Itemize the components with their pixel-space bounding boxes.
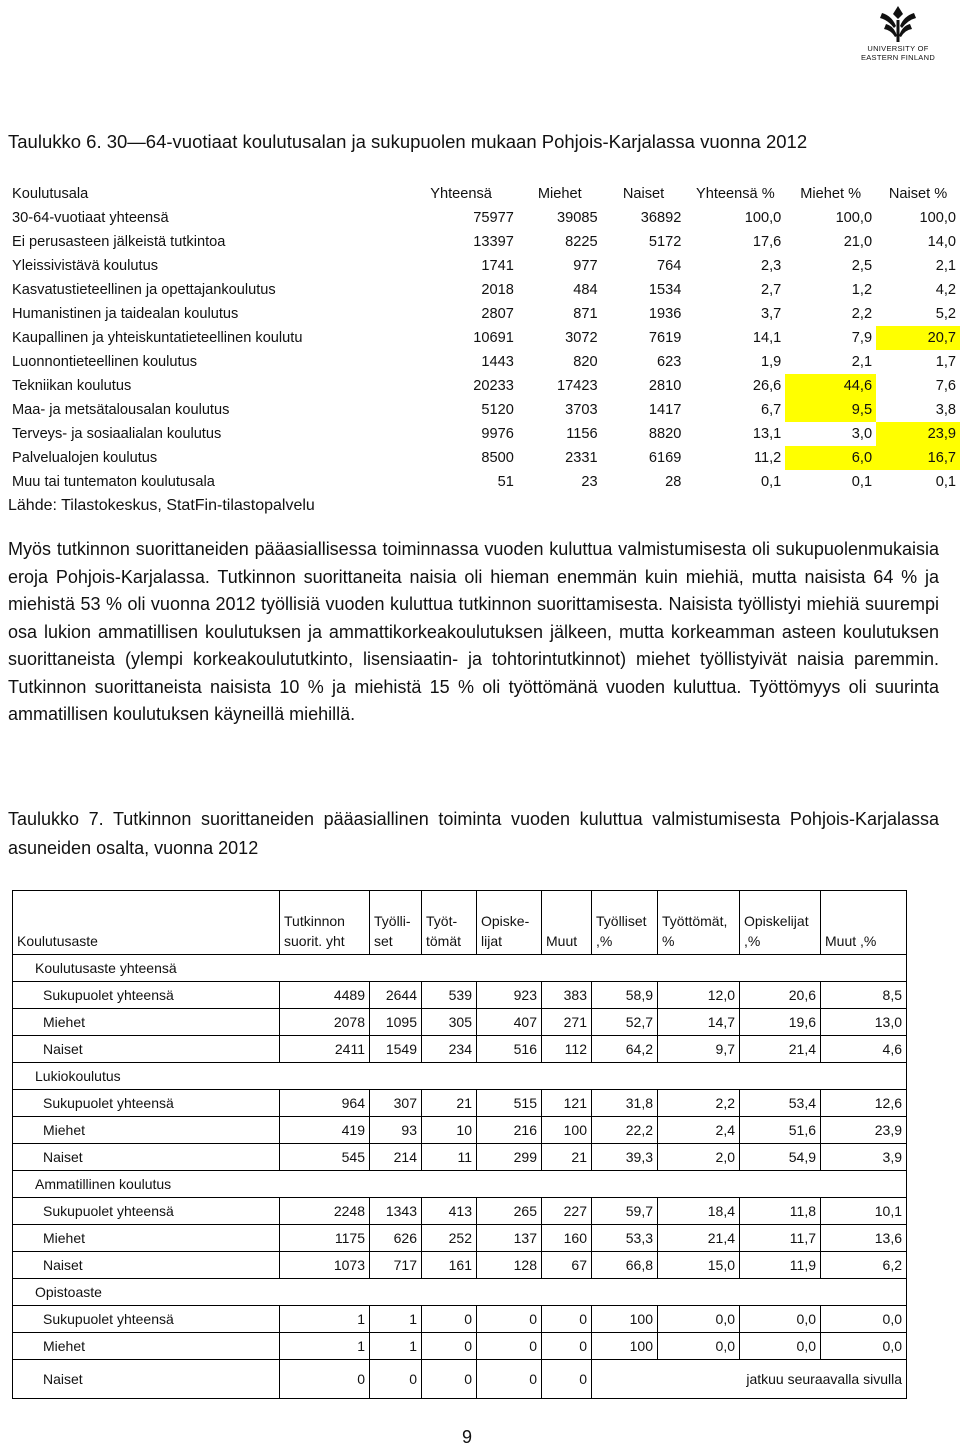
table7-header-cell: Koulutusaste: [13, 891, 280, 955]
table7-cell: 59,7: [592, 1198, 658, 1225]
table7-cell: 53,4: [740, 1090, 821, 1117]
table7-cell: 18,4: [658, 1198, 740, 1225]
table6: [8, 182, 960, 494]
table6-row: [8, 326, 960, 350]
table7-group-row: [13, 1063, 907, 1090]
table6-cell: 14,0: [927, 234, 956, 250]
table7-cell: 21: [542, 1144, 592, 1171]
table7-cell: 12,0: [658, 982, 740, 1009]
table7-cell: 265: [477, 1198, 542, 1225]
table7-header-cell: Työttömät, %: [658, 891, 740, 955]
table6-row: [8, 278, 960, 302]
table7-cell: 6,2: [821, 1252, 907, 1279]
table6-cell: 3703: [565, 402, 598, 418]
table7-cell: 1343: [370, 1198, 422, 1225]
table7-cell: 67: [542, 1252, 592, 1279]
table7-cell: 21,4: [740, 1036, 821, 1063]
table7-row-label: Naiset: [13, 1252, 280, 1279]
table7-cell: 413: [422, 1198, 477, 1225]
table6-header-cell: Koulutusala: [12, 186, 89, 202]
table7-group-label: Lukiokoulutus: [13, 1063, 907, 1090]
table7-row: [13, 1252, 907, 1279]
table6-row-label: Kaupallinen ja yhteiskuntatieteellinen koulutu: [12, 330, 303, 346]
table7-header-cell: Työlli-set: [370, 891, 422, 955]
table7-cell: 1: [280, 1333, 370, 1360]
table7-cell: 2248: [280, 1198, 370, 1225]
table6-cell: 1443: [481, 354, 514, 370]
table6-row: [8, 446, 960, 470]
table7-header-row: [13, 891, 907, 955]
table7-row: [13, 1333, 907, 1360]
table6-cell: 2018: [481, 282, 514, 298]
table7-row: [13, 1198, 907, 1225]
table6-cell: 9,5: [785, 398, 876, 422]
table6-row-label: Muu tai tuntematon koulutusala: [12, 474, 215, 490]
table6-row: [8, 254, 960, 278]
table7-row: [13, 1090, 907, 1117]
table6-cell: 1,9: [760, 354, 782, 370]
table6-cell: 1741: [481, 258, 514, 274]
table6-cell: 10691: [473, 330, 514, 346]
table6-cell: 3072: [565, 330, 598, 346]
table6-cell: 13,1: [752, 426, 782, 442]
table7-row-label: Naiset: [13, 1360, 280, 1399]
table7-cell: 93: [370, 1117, 422, 1144]
table7-row: [13, 1225, 907, 1252]
table7-header-cell: Opiske-lijat: [477, 891, 542, 955]
table7-cell: 8,5: [821, 982, 907, 1009]
table6-cell: 23: [581, 474, 598, 490]
table7-cell: 15,0: [658, 1252, 740, 1279]
table6-cell: 16,7: [876, 446, 960, 470]
table6-row-label: Tekniikan koulutus: [12, 378, 132, 394]
table7-cell: 11: [422, 1144, 477, 1171]
table7-cell: 0: [422, 1306, 477, 1333]
table6-cell: 1936: [648, 306, 682, 322]
table7-cell: 66,8: [592, 1252, 658, 1279]
table6-row-label: Ei perusasteen jälkeistä tutkintoa: [12, 234, 226, 250]
table6-row-label: Terveys- ja sosiaalialan koulutus: [12, 426, 222, 442]
table7-cell: 53,3: [592, 1225, 658, 1252]
table7-header-cell: Tutkinnon suorit. yht: [280, 891, 370, 955]
table7-row: [13, 1117, 907, 1144]
table6-cell: 44,6: [785, 374, 876, 398]
table7-row: [13, 1036, 907, 1063]
table6-cell: 1417: [648, 402, 682, 418]
table6-cell: 820: [573, 354, 598, 370]
table6-header-cell: Yhteensä: [430, 186, 492, 202]
table7-cell: 0: [477, 1333, 542, 1360]
table7-cell: 52,7: [592, 1009, 658, 1036]
table7-cell: 717: [370, 1252, 422, 1279]
table6-cell: 9976: [481, 426, 514, 442]
table6-cell: 2,7: [760, 282, 782, 298]
table7-row-label: Miehet: [13, 1117, 280, 1144]
table7-row: [13, 982, 907, 1009]
table7-cell: 100: [542, 1117, 592, 1144]
table6-row: [8, 470, 960, 494]
table7-cell: 1: [370, 1333, 422, 1360]
table6-cell: 5,2: [935, 306, 956, 322]
table6-row-label: Kasvatustieteellinen ja opettajankoulutus: [12, 282, 276, 298]
table7-cell: 137: [477, 1225, 542, 1252]
table7-cell: 407: [477, 1009, 542, 1036]
table7-cell: 23,9: [821, 1117, 907, 1144]
table7-cell: 216: [477, 1117, 542, 1144]
table6-cell: 764: [657, 258, 682, 274]
table6-cell: 6,0: [785, 446, 876, 470]
table6-cell: 23,9: [876, 422, 960, 446]
table6-cell: 3,8: [935, 402, 956, 418]
table7-cell: 4489: [280, 982, 370, 1009]
table7-cell: 21: [422, 1090, 477, 1117]
table7-cell: 121: [542, 1090, 592, 1117]
table7-cell: 1: [370, 1306, 422, 1333]
table7-cell: 515: [477, 1090, 542, 1117]
table6-cell: 2331: [565, 450, 598, 466]
table7-cell: 234: [422, 1036, 477, 1063]
logo-text-line2: EASTERN FINLAND: [860, 53, 936, 62]
table7-cell: 2078: [280, 1009, 370, 1036]
table7-row-label: Naiset: [13, 1144, 280, 1171]
table6-title: Taulukko 6. 30—64-vuotiaat koulutusalan ja sukupuolen mukaan Pohjois-Karjalassa vuonna 2012: [8, 131, 808, 152]
table6-cell: 17423: [557, 378, 598, 394]
table7-cell: 22,2: [592, 1117, 658, 1144]
table7-cell: 10: [422, 1117, 477, 1144]
table7-group-row: [13, 955, 907, 982]
page-number: 9: [462, 1427, 473, 1447]
table7-cell: 539: [422, 982, 477, 1009]
table6-header-cell: Naiset: [622, 186, 665, 202]
university-logo: [848, 4, 948, 62]
table6-cell: 1,7: [935, 354, 956, 370]
table7-cell: 214: [370, 1144, 422, 1171]
table6-row: [8, 422, 960, 446]
table7-cell: 252: [422, 1225, 477, 1252]
table6-cell: 2,1: [851, 354, 873, 370]
table7-cell: 11,8: [740, 1198, 821, 1225]
table7-cell: 21,4: [658, 1225, 740, 1252]
table6-cell: 8500: [481, 450, 514, 466]
table7-cell: 128: [477, 1252, 542, 1279]
table7-cell: 0: [280, 1360, 370, 1399]
table6-row-label: Luonnontieteellinen koulutus: [12, 354, 198, 370]
table6-cell: 39085: [557, 210, 598, 226]
table7-row: [13, 1144, 907, 1171]
table6-header-cell: Yhteensä %: [695, 186, 775, 202]
table6-cell: 2,2: [851, 306, 873, 322]
table7-title: Taulukko 7. Tutkinnon suorittaneiden pääasiallinen toiminta vuoden kuluttua valmistumisesta Pohjois-Karjalassa asuneiden osalta, vuonna 2012: [8, 809, 939, 858]
table7-header-cell: Työlliset ,%: [592, 891, 658, 955]
table7-cell: 9,7: [658, 1036, 740, 1063]
table6-cell: 17,6: [752, 234, 782, 250]
table7-cell: 299: [477, 1144, 542, 1171]
table6-cell: 6169: [648, 450, 682, 466]
table7-header-cell: Opiskelijat ,%: [740, 891, 821, 955]
table6-cell: 2,5: [851, 258, 873, 274]
table6-row: [8, 302, 960, 326]
table7-cell: 64,2: [592, 1036, 658, 1063]
table7-row-label: Sukupuolet yhteensä: [13, 982, 280, 1009]
table6-cell: 0,1: [851, 474, 873, 490]
table7-header-cell: Muut: [542, 891, 592, 955]
table7-cell: 39,3: [592, 1144, 658, 1171]
body-paragraph: Myös tutkinnon suorittaneiden pääasiallisessa toiminnassa vuoden kuluttua valmistumisesta oli sukupuolenmukaisia eroja Pohjois-Karjalassa. Tutkinnon suorittaneita naisia oli hieman enemmän kuin miehiä, mutta naisista 64 % ja miehistä 53 % oli vuonna 2012 työllisiä vuoden kuluttua tutkinnon suorittamisesta. Naisista työllistyi miehiä suurempi osa lukion ammatillisen koulutuksen ja ammattikorkeakoulutuksen jälkeen, mutta korkeamman asteen koulutuksen suorittaneista (ylempi korkeakoulututkinto, lisensiaatin- ja tohtorintutkinnot) miehet työllistyivät naisia paremmin. Tutkinnon suorittaneista naisista 10 % ja miehistä 15 % oli työttömänä vuoden kuluttua. Työttömyys oli suurinta ammatillisen koulutuksen käyneillä miehillä.: [8, 539, 939, 724]
table7-cell: 160: [542, 1225, 592, 1252]
table7-cell: 4,6: [821, 1036, 907, 1063]
table7-row-label: Sukupuolet yhteensä: [13, 1090, 280, 1117]
table6-cell: 1534: [648, 282, 682, 298]
table7-cell: 31,8: [592, 1090, 658, 1117]
table7-cell: 419: [280, 1117, 370, 1144]
table6-cell: 26,6: [752, 378, 782, 394]
table6-cell: 2,3: [760, 258, 782, 274]
table6-cell: 2807: [481, 306, 514, 322]
table7-cell: 227: [542, 1198, 592, 1225]
table7-cell: 112: [542, 1036, 592, 1063]
table7-cell: 0: [477, 1306, 542, 1333]
table7-cell: 307: [370, 1090, 422, 1117]
table7-cell: 19,6: [740, 1009, 821, 1036]
logo-emblem-icon: [876, 4, 920, 44]
table7-cell: 51,6: [740, 1117, 821, 1144]
table7-cell: 2644: [370, 982, 422, 1009]
table6-cell: 11,2: [753, 450, 782, 466]
table6-header-cell: Miehet: [537, 186, 582, 202]
table7-cell: 271: [542, 1009, 592, 1036]
table7-cell: 383: [542, 982, 592, 1009]
table7-cell: 11,7: [740, 1225, 821, 1252]
table7-row-label: Miehet: [13, 1333, 280, 1360]
table6-cell: 977: [573, 258, 598, 274]
table7-cell: 1095: [370, 1009, 422, 1036]
table6-cell: 5172: [648, 234, 682, 250]
table6-cell: 0,1: [935, 474, 956, 490]
table7-cell: 3,9: [821, 1144, 907, 1171]
table6-cell: 20233: [473, 378, 514, 394]
table7-cell: 0: [422, 1333, 477, 1360]
table6-header-cell: Naiset %: [888, 186, 948, 202]
table7-header-cell: Muut ,%: [821, 891, 907, 955]
table7-cell: 626: [370, 1225, 422, 1252]
table6-row-label: 30-64-vuotiaat yhteensä: [12, 210, 169, 226]
table6-cell: 2810: [648, 378, 682, 394]
table6-row-label: Yleissivistävä koulutus: [12, 258, 159, 274]
table7-cell: 13,6: [821, 1225, 907, 1252]
table7-cell: 54,9: [740, 1144, 821, 1171]
table6-cell: 100,0: [919, 210, 956, 226]
table6-cell: 7,9: [851, 330, 873, 346]
table7-group-label: Koulutusaste yhteensä: [13, 955, 907, 982]
table7-row: [13, 1009, 907, 1036]
table7-cell: 0: [370, 1360, 422, 1399]
table7-row: [13, 1306, 907, 1333]
table7-cell: 13,0: [821, 1009, 907, 1036]
table6-cell: 28: [665, 474, 682, 490]
table7-cell: 0,0: [740, 1306, 821, 1333]
table7-cell: 0,0: [821, 1333, 907, 1360]
table6-cell: 3,0: [851, 426, 873, 442]
table6-cell: 51: [497, 474, 514, 490]
table7-group-label: Opistoaste: [13, 1279, 907, 1306]
table7: [12, 890, 907, 1399]
table7-row-label: Sukupuolet yhteensä: [13, 1306, 280, 1333]
table6-row: [8, 374, 960, 398]
table7-cell: 14,7: [658, 1009, 740, 1036]
table7-cell: 1: [280, 1306, 370, 1333]
table7-row-label: Miehet: [13, 1009, 280, 1036]
table6-source: Lähde: Tilastokeskus, StatFin-tilastopalvelu: [8, 497, 315, 514]
table7-cell: 0: [542, 1333, 592, 1360]
table6-cell: 871: [573, 306, 598, 322]
table7-cell: 0,0: [821, 1306, 907, 1333]
table7-row-label: Sukupuolet yhteensä: [13, 1198, 280, 1225]
table7-cell: 0: [542, 1360, 592, 1399]
table6-row-label: Palvelualojen koulutus: [12, 450, 158, 466]
table6-cell: 100,0: [835, 210, 873, 226]
table7-cell: 545: [280, 1144, 370, 1171]
table6-cell: 14,1: [752, 330, 782, 346]
table6-row: [8, 350, 960, 374]
table6-cell: 7619: [648, 330, 682, 346]
table6-cell: 100,0: [744, 210, 782, 226]
table7-group-label: Ammatillinen koulutus: [13, 1171, 907, 1198]
logo-text-line1: UNIVERSITY OF: [867, 44, 929, 53]
table6-cell: 5120: [481, 402, 514, 418]
table7-row-label: Naiset: [13, 1036, 280, 1063]
table6-row: [8, 206, 960, 230]
table7-cell: 1549: [370, 1036, 422, 1063]
table7-cell: 58,9: [592, 982, 658, 1009]
table6-cell: 6,7: [760, 402, 782, 418]
table6-row: [8, 230, 960, 254]
table7-cell: 516: [477, 1036, 542, 1063]
table7-cell: 161: [422, 1252, 477, 1279]
table7-group-row: [13, 1171, 907, 1198]
table7-cell: 305: [422, 1009, 477, 1036]
table6-header-cell: Miehet %: [800, 186, 862, 202]
table7-cell: 2411: [280, 1036, 370, 1063]
table7-header-cell: Työt-tömät: [422, 891, 477, 955]
table7-cell: 1073: [280, 1252, 370, 1279]
table7-cell: 20,6: [740, 982, 821, 1009]
table6-cell: 21,0: [843, 234, 873, 250]
table6-cell: 7,6: [935, 378, 956, 394]
table7-cell: 0,0: [658, 1333, 740, 1360]
table6-row-label: Maa- ja metsätalousalan koulutus: [12, 402, 230, 418]
table7-group-row: [13, 1279, 907, 1306]
table6-cell: 623: [657, 354, 682, 370]
table6-cell: 2,1: [935, 258, 956, 274]
table6-cell: 3,7: [760, 306, 782, 322]
table7-cell: 0: [542, 1306, 592, 1333]
continues-next-page-note: jatkuu seuraavalla sivulla: [592, 1360, 907, 1399]
table6-cell: 13397: [473, 234, 514, 250]
table7-cell: 100: [592, 1306, 658, 1333]
table6-row-label: Humanistinen ja taidealan koulutus: [12, 306, 239, 322]
table7-cell: 0,0: [740, 1333, 821, 1360]
table6-cell: 36892: [640, 210, 682, 226]
table7-cell: 1175: [280, 1225, 370, 1252]
table7-cell: 923: [477, 982, 542, 1009]
table7-row: [13, 1360, 907, 1399]
table6-cell: 1,2: [851, 282, 873, 298]
table6-cell: 484: [573, 282, 598, 298]
table7-cell: 2,4: [658, 1117, 740, 1144]
table7-cell: 2,2: [658, 1090, 740, 1117]
table7-cell: 2,0: [658, 1144, 740, 1171]
table7-cell: 12,6: [821, 1090, 907, 1117]
table6-cell: 1156: [566, 426, 598, 442]
table6-cell: 4,2: [935, 282, 956, 298]
table6-cell: 8820: [648, 426, 682, 442]
table7-cell: 0: [477, 1360, 542, 1399]
table6-cell: 8225: [565, 234, 598, 250]
table7-cell: 0: [422, 1360, 477, 1399]
table6-row: [8, 398, 960, 422]
table7-row-label: Miehet: [13, 1225, 280, 1252]
table6-header-row: [8, 182, 960, 206]
table7-cell: 11,9: [740, 1252, 821, 1279]
table6-cell: 0,1: [760, 474, 782, 490]
table6-cell: 20,7: [876, 326, 960, 350]
table7-cell: 0,0: [658, 1306, 740, 1333]
table7-cell: 964: [280, 1090, 370, 1117]
table7-cell: 100: [592, 1333, 658, 1360]
table6-cell: 75977: [473, 210, 514, 226]
table7-cell: 10,1: [821, 1198, 907, 1225]
